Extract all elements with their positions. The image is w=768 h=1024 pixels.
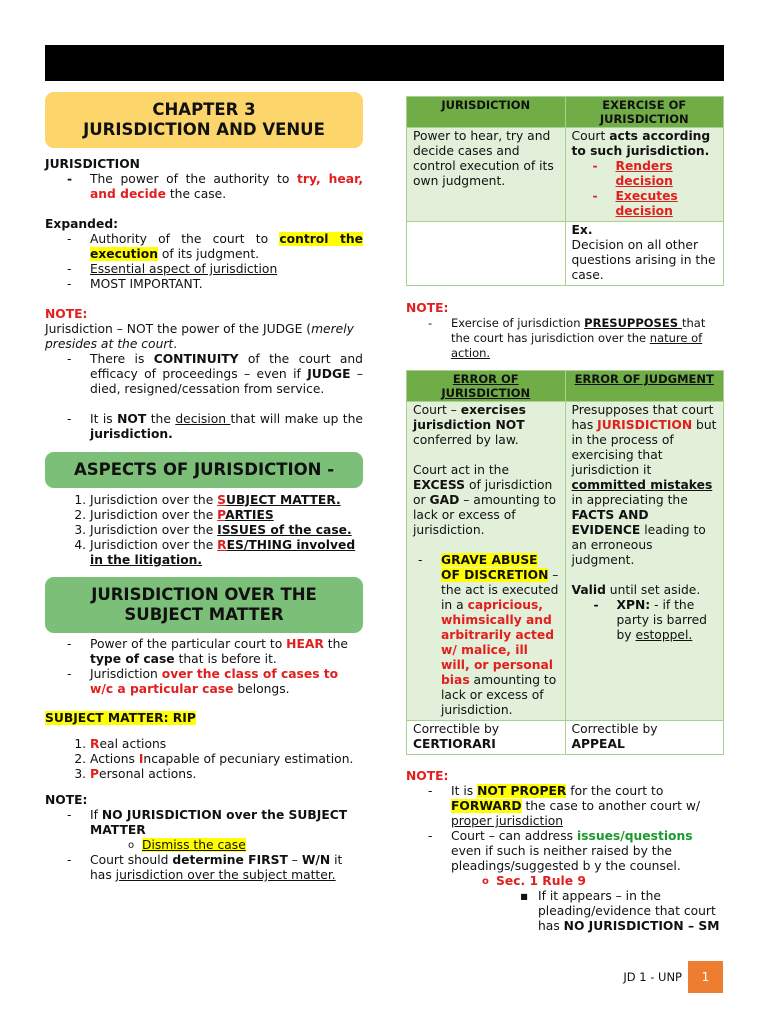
- sub-list: [572, 598, 719, 643]
- right-column: [406, 96, 724, 934]
- list-item: - Court – can address issues/questions even if such is neither raised by the pleadings/suggested b y the counsel. o Sec. 1 Rule 9 ▪ If it appears – in the pleading/evidence that court has NO JURISDICTION – SM: [451, 829, 724, 934]
- rip-label-row: [45, 711, 363, 726]
- note-label: NOTE:: [45, 793, 88, 807]
- rip-list: [45, 737, 363, 782]
- definition-item: - The power of the authority to try, hear, and decide the case.: [90, 172, 363, 202]
- table-cell: Court acts according to such jurisdiction. - Renders decision - Executes decision: [565, 128, 724, 222]
- list-item: - Essential aspect of jurisdiction: [90, 262, 363, 277]
- list-item: 1. Jurisdiction over the SUBJECT MATTER.: [90, 493, 363, 508]
- table-header: ERROR OF JUDGMENT: [565, 371, 724, 402]
- list-item: - XPN: - if the party is barred by estoppel.: [617, 598, 719, 643]
- list-item: - Authority of the court to control the execution of its judgment.: [90, 232, 363, 262]
- chapter-banner: [45, 92, 363, 148]
- table-cell: Power to hear, try and decide cases and control execution of its own judgment.: [407, 128, 566, 222]
- list-item: ▪ If it appears – in the pleading/evidence that court has NO JURISDICTION – SM: [538, 889, 724, 934]
- note-label: NOTE:: [406, 769, 449, 783]
- sub-sub-list: [496, 889, 724, 934]
- table-cell: Court – exercises jurisdiction NOT conferred by law. Court act in the EXCESS of jurisdiction or GAD – amounting to lack or excess of jurisdiction. - GRAVE ABUSE OF DISCRETION – the act is executed in a capricious, whimsically and arbitrarily acted w/ malice, ill will, or personal bias amounting to lack or excess of jurisdiction.: [407, 402, 566, 721]
- sub-list: [413, 553, 560, 718]
- jurisdiction-table: [406, 96, 724, 286]
- note-label: NOTE:: [45, 307, 88, 321]
- list-item: 3. Personal actions.: [90, 767, 363, 782]
- note-list: [406, 316, 724, 361]
- subject-matter-banner: [45, 577, 363, 633]
- banner-line: JURISDICTION OVER THE: [91, 585, 317, 604]
- chapter-number: CHAPTER 3: [152, 100, 256, 119]
- chapter-title: JURISDICTION AND VENUE: [83, 120, 325, 139]
- list-item: - Exercise of jurisdiction PRESUPPOSES that the court has jurisdiction over the nature of action.: [451, 316, 724, 361]
- jurisdiction-heading: JURISDICTION: [45, 157, 140, 171]
- list-item: - MOST IMPORTANT.: [90, 277, 363, 292]
- table-cell: [565, 222, 724, 286]
- list-item: - GRAVE ABUSE OF DISCRETION – the act is executed in a capricious, whimsically and arbitrarily acted w/ malice, ill will, or personal bias amounting to lack or excess of jurisdiction.: [441, 553, 560, 718]
- table-header: JURISDICTION: [407, 97, 566, 128]
- cell-text: Decision on all other questions arising in the case.: [571, 238, 716, 282]
- table-header: EXERCISE OF JURISDICTION: [565, 97, 724, 128]
- table-cell: [407, 222, 566, 286]
- rip-label: SUBJECT MATTER: RIP: [45, 711, 196, 725]
- banner-line: SUBJECT MATTER: [124, 605, 284, 624]
- note-list: [406, 784, 724, 934]
- list-item: o Sec. 1 Rule 9 ▪ If it appears – in the pleading/evidence that court has NO JURISDICTION – SM: [496, 874, 724, 934]
- sub-list: [572, 159, 719, 219]
- expanded-list: [45, 232, 363, 292]
- subject-matter-list: [45, 637, 363, 697]
- sub-list: [451, 874, 724, 934]
- list-item: - If NO JURISDICTION over the SUBJECT MATTER o Dismiss the case: [90, 808, 363, 853]
- list-item: - Renders decision: [616, 159, 719, 189]
- errors-table: [406, 370, 724, 755]
- note-list: [45, 808, 363, 883]
- aspects-list: [45, 493, 363, 568]
- left-column: [45, 92, 363, 883]
- table-header: ERROR OF JURISDICTION: [407, 371, 566, 402]
- note-text: Jurisdiction – NOT the power of the JUDGE (merely presides at the court.: [45, 322, 354, 351]
- list-item: - There is CONTINUITY of the court and efficacy of proceedings – even if JUDGE – died, resigned/cessation from service.: [90, 352, 363, 397]
- footer-label: JD 1 - UNP: [623, 970, 682, 984]
- list-item: - It is NOT the decision that will make up the jurisdiction.: [90, 412, 363, 442]
- list-item: o Dismiss the case: [142, 838, 363, 853]
- list-item: 1. Real actions: [90, 737, 363, 752]
- list-item: - Court should determine FIRST – W/N it has jurisdiction over the subject matter.: [90, 853, 363, 883]
- table-cell: Correctible by APPEAL: [565, 721, 724, 755]
- note-list: [45, 352, 363, 442]
- note-label: NOTE:: [406, 301, 449, 315]
- header-bar: [45, 45, 724, 81]
- list-item: - It is NOT PROPER for the court to FORWARD the case to another court w/ proper jurisdiction: [451, 784, 724, 829]
- expanded-label: Expanded:: [45, 217, 119, 231]
- list-item: 2. Actions Incapable of pecuniary estimation.: [90, 752, 363, 767]
- cell-label: Ex.: [571, 223, 593, 237]
- page-number: 1: [688, 961, 723, 993]
- list-item: 3. Jurisdiction over the ISSUES of the case.: [90, 523, 363, 538]
- table-cell: Presupposes that court has JURISDICTION but in the process of exercising that jurisdiction it committed mistakes in appreciating the FACTS AND EVIDENCE leading to an erroneous judgment. Valid until set aside. - XPN: - if the party is barred by estoppel.: [565, 402, 724, 721]
- list-item: - Power of the particular court to HEAR the type of case that is before it.: [90, 637, 363, 667]
- definition-list: [45, 172, 363, 202]
- aspects-banner: ASPECTS OF JURISDICTION -: [45, 452, 363, 488]
- table-cell: Correctible by CERTIORARI: [407, 721, 566, 755]
- list-item: - Executes decision: [616, 189, 719, 219]
- list-item: 4. Jurisdiction over the RES/THING involved in the litigation.: [90, 538, 363, 568]
- list-item: - Jurisdiction over the class of cases to w/c a particular case belongs.: [90, 667, 363, 697]
- list-item: 2. Jurisdiction over the PARTIES: [90, 508, 363, 523]
- sub-list: [90, 838, 363, 853]
